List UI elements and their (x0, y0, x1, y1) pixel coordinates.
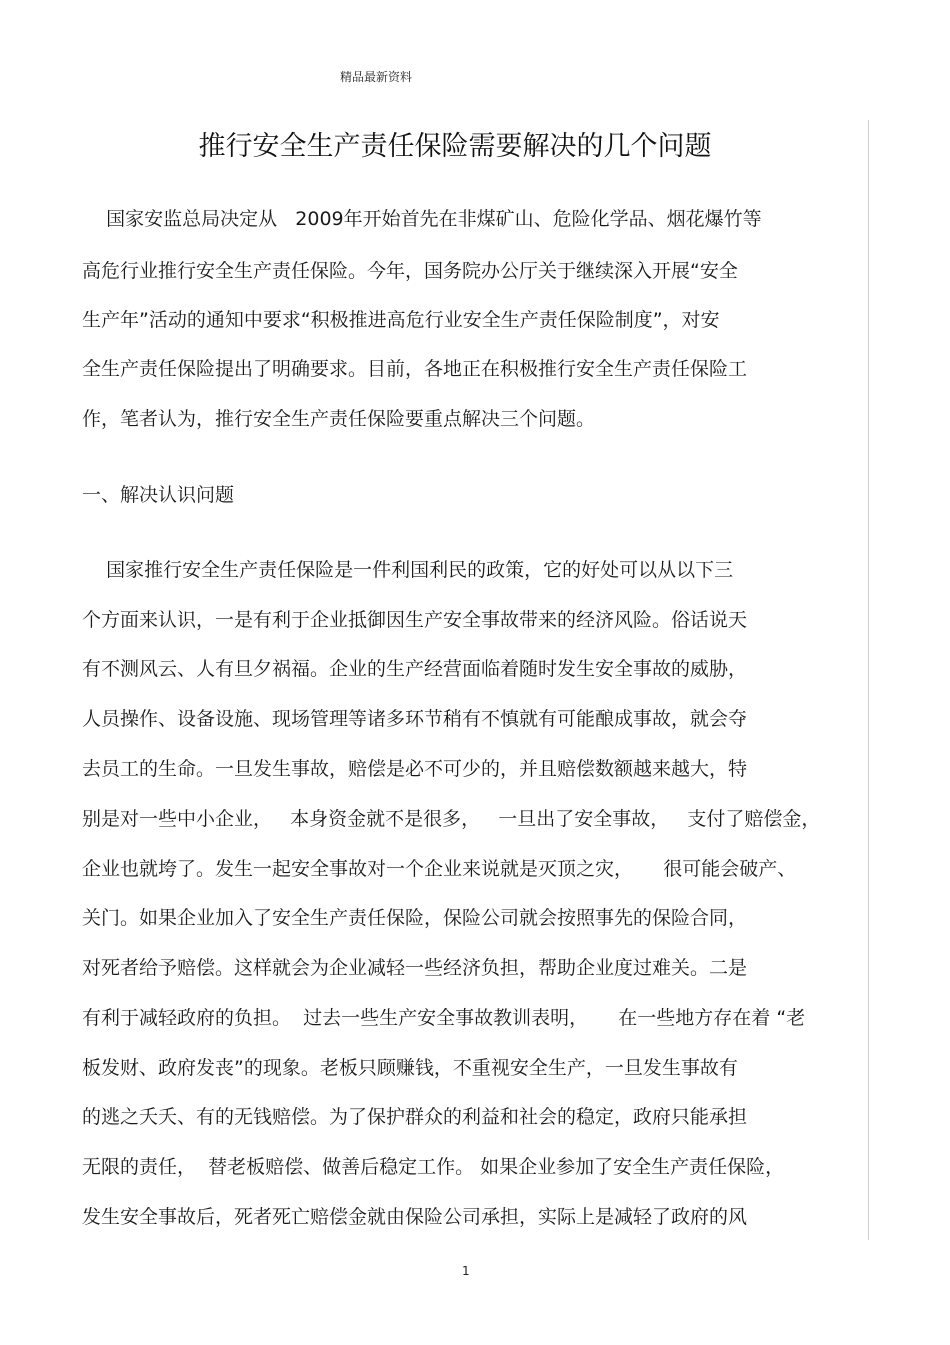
body-line: 有利于减轻政府的负担。 过去一些生产安全事故教训表明， 在一些地方存在着 “老 (82, 1007, 806, 1029)
body-line: 人员操作、设备设施、现场管理等诸多环节稍有不慎就有可能酿成事故，就会夺 (82, 708, 748, 730)
body-line: 板发财、政府发丧”的现象。老板只顾赚钱，不重视安全生产，一旦发生事故有 (82, 1057, 738, 1079)
body-line: 去员工的生命。一旦发生事故，赔偿是必不可少的，并且赔偿数额越来越大，特 (82, 758, 748, 780)
document-title: 推行安全生产责任保险需要解决的几个问题 (198, 131, 712, 162)
body-line: 发生安全事故后，死者死亡赔偿金就由保险公司承担，实际上是减轻了政府的风 (82, 1206, 748, 1228)
body-line: 别是对一些中小企业， 本身资金就不是很多， 一旦出了安全事故， 支付了赔偿金， (82, 808, 821, 830)
body-line: 有不测风云、人有旦夕祸福。企业的生产经营面临着随时发生安全事故的威胁， (82, 658, 748, 680)
intro-line: 生产年”活动的通知中要求“积极推进高危行业安全生产责任保险制度”，对安 (82, 309, 720, 331)
body-line: 无限的责任， 替老板赔偿、做善后稳定工作。 如果企业参加了安全生产责任保险， (82, 1156, 785, 1178)
section-heading: 一、解决认识问题 (82, 484, 235, 506)
body-line: 个方面来认识，一是有利于企业抵御因生产安全事故带来的经济风险。俗话说天 (82, 609, 748, 631)
body-line: 对死者给予赔偿。这样就会为企业减轻一些经济负担，帮助企业度过难关。二是 (82, 957, 748, 979)
intro-line: 国家安监总局决定从 2009年开始首先在非煤矿山、危险化学品、烟花爆竹等 (82, 208, 762, 230)
body-line: 的逃之夭夭、有的无钱赔偿。为了保护群众的利益和社会的稳定，政府只能承担 (82, 1106, 748, 1128)
page-number: 1 (462, 1264, 470, 1278)
margin-rule (868, 120, 869, 1240)
header-note: 精品最新资料 (340, 70, 413, 84)
body-line: 企业也就垮了。发生一起安全事故对一个企业来说就是灭顶之灾， 很可能会破产、 (82, 858, 797, 880)
intro-line: 作，笔者认为，推行安全生产责任保险要重点解决三个问题。 (82, 408, 596, 430)
intro-line: 全生产责任保险提出了明确要求。目前，各地正在积极推行安全生产责任保险工 (82, 358, 748, 380)
body-line: 关门。如果企业加入了安全生产责任保险，保险公司就会按照事先的保险合同， (82, 907, 748, 929)
body-line: 国家推行安全生产责任保险是一件利国利民的政策，它的好处可以从以下三 (82, 559, 734, 581)
intro-line: 高危行业推行安全生产责任保险。今年，国务院办公厅关于继续深入开展“安全 (82, 260, 738, 282)
